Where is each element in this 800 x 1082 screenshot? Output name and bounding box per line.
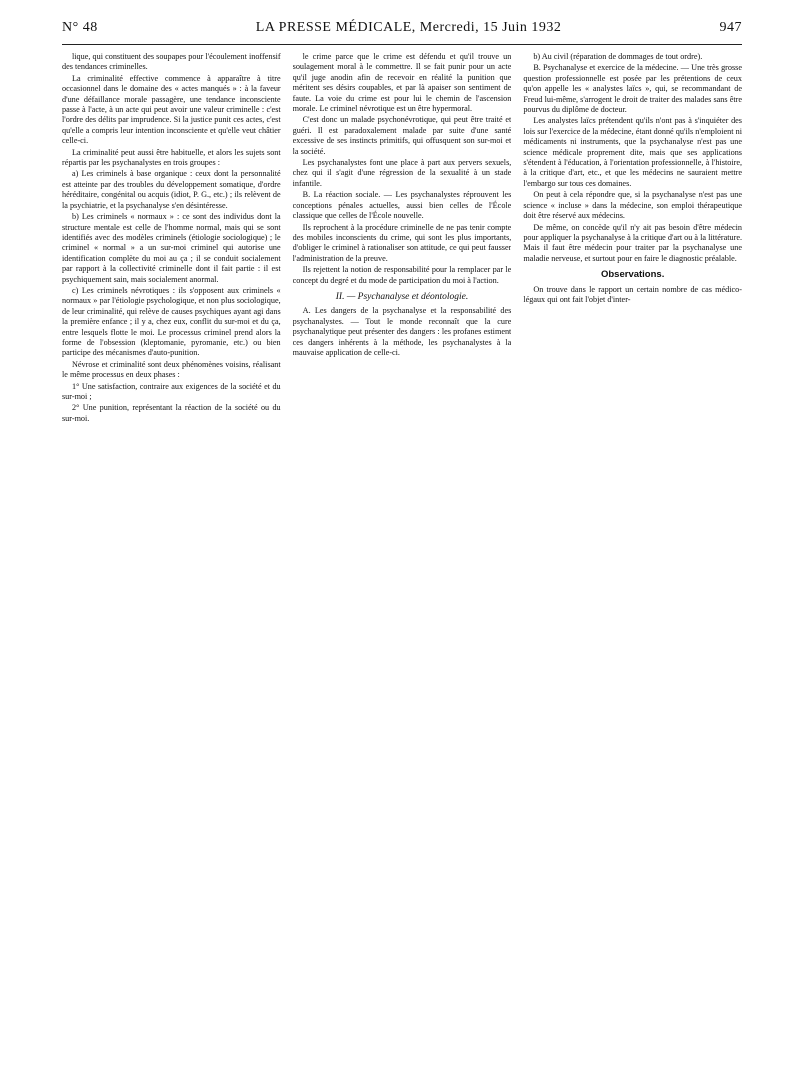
paragraph: Les analystes laïcs prétendent qu'ils n'ont pas à s'inquiéter des lois sur l'exercice de la médecine, étant donné qu'ils n'emploient ni médicaments ni instruments, que la psychanalyse n'est pas une science médicale proprement dite, mais que ses applications s'étendent à l'éducation, à l'orientation professionnelle, à l'histoire, à la critique d'art, etc., et que les médecins ne sauraient mettre l'embargo sur tous ces domaines. (523, 116, 742, 188)
paragraph: 1° Une satisfaction, contraire aux exigences de la société et du sur-moi ; (62, 381, 281, 401)
section-heading: Observations. (600, 269, 665, 281)
publication-title: LA PRESSE MÉDICALE, Mercredi, 15 Juin 1932 (255, 20, 562, 35)
paragraph: 2° Une punition, représentant la réaction de la société ou du sur-moi. (62, 403, 281, 423)
paragraph: c) Les criminels névrotiques : ils s'opposent aux criminels « normaux » par l'étiologie psychologique, et non plus sociologique, de leur criminalité, qui relève de causes psychiques ayant agi dans la première enfance ; il y a, chez eux, conflit du sur-moi et du ça, entre lesquels flotte le moi. Le processus criminel prend alors la forme de l'obsession (kleptomanie, pyromanie, etc.) ou bien participe des mécanismes d'auto-punition. (62, 285, 281, 358)
issue-number: N° 48 (62, 20, 98, 35)
paragraph: A. Les dangers de la psychanalyse et la responsabilité des psychanalystes. — Tout le monde reconnaît que la cure psychanalytique peut présenter des dangers : les profanes estiment ces dangers inhérents à la méthode, les psychanalystes à la mauvaise application de celle-ci. (292, 306, 512, 357)
column-middle (293, 52, 512, 1066)
text-columns (62, 52, 742, 1066)
paragraph: Ils rejettent la notion de responsabilité pour la remplacer par le concept du degré et du mode de participation du moi à l'action. (292, 265, 512, 285)
paragraph: Ils reprochent à la procédure criminelle de ne pas tenir compte des mobiles inconscients du crime, qui sont les plus importants, d'obliger le criminel à rationaliser son attitude, ce qui peut fausser l'administration de la preuve. (292, 222, 512, 263)
paragraph: B. Psychanalyse et exercice de la médecine. — Une très grosse question professionnelle est posée par les prétentions de ceux qu'on appelle les « analystes laïcs », qui, se recommandant de Freud lui-même, s'arrogent le droit de traiter des malades sans être pourvus du diplôme de docteur. (523, 63, 742, 115)
header-rule (62, 44, 742, 45)
paragraph: On peut à cela répondre que, si la psychanalyse n'est pas une science « incluse » dans la médecine, son emploi thérapeutique doit être réservé aux médecins. (523, 190, 742, 221)
paragraph: B. La réaction sociale. — Les psychanalystes réprouvent les conceptions pénales actuelles, aussi bien celles de l'École classique que celles de l'École nouvelle. (292, 190, 512, 221)
paragraph: le crime parce que le crime est défendu et qu'il trouve un soulagement moral à le commettre. Il se fait punir pour un acte qu'il juge anodin afin de recevoir en réalité la punition que méritent ses désirs coupables, et par là apaiser son sentiment de faute. La voie du crime est pour lui le chemin de l'ascension morale. Le criminel névrotique est un être hypermoral. (292, 52, 512, 114)
paragraph: b) Les criminels « normaux » : ce sont des individus dont la structure mentale est celle de l'homme normal, mais qui se sont identifiés avec des modèles criminels (étiologie sociologique) ; le criminel « normal » a un sur-moi criminel qui autorise une identification complète du moi au ça ; il se conduit socialement par rapport à la collectivité criminelle dont il fait partie : il est psychiquement sain, mais socialement anormal. (62, 212, 281, 284)
paragraph: De même, on concède qu'il n'y ait pas besoin d'être médecin pour appliquer la psychanalyse à la critique d'art ou à la littérature. Mais il faut être médecin pour traiter par la psychanalyse une maladie nerveuse, et surtout pour en faire le diagnostic préalable. (523, 222, 742, 263)
paragraph: b) Au civil (réparation de dommages de tout ordre). (533, 52, 703, 61)
paragraph: a) Les criminels à base organique : ceux dont la personnalité est atteinte par des troubles du développement somatique, d'ordre héréditaire, congénital ou acquis (idiot, P. G., etc.) ; ils relèvent de la psychiatrie, et la psychanalyse s'en désintéresse. (62, 169, 281, 210)
paragraph: lique, qui constituent des soupapes pour l'écoulement inoffensif des tendances criminelles. (62, 52, 281, 72)
column-right (523, 52, 742, 1066)
paragraph: On trouve dans le rapport un certain nombre de cas médico-légaux qui ont fait l'objet d'inter- (523, 284, 742, 304)
section-heading: II. — Psychanalyse et déontologie. (335, 291, 469, 302)
paragraph: La criminalité effective commence à apparaître à titre occasionnel dans le domaine des « actes manqués » : à la faveur d'une défaillance morale passagère, une tendance inconsciente passe à l'acte, à un acte qui peut avoir une valeur criminelle : c'est l'ordre des délits par imprudence. Si la justice punit ces actes, c'est qu'elle a compris leur intention inconsciente et qu'elle veut châtier celle-ci. (62, 73, 281, 146)
page-header (62, 20, 742, 44)
paragraph: Névrose et criminalité sont deux phénomènes voisins, réalisant le même processus en deux phases : (62, 359, 281, 380)
column-left (62, 52, 281, 1066)
page-number: 947 (719, 20, 742, 35)
paragraph: Les psychanalystes font une place à part aux pervers sexuels, chez qui il s'agit d'une régression de la sexualité à un stade infantile. (292, 158, 512, 188)
paragraph: La criminalité peut aussi être habituelle, et alors les sujets sont répartis par les psychanalystes en trois groupes : (62, 147, 281, 168)
paragraph: C'est donc un malade psychonévrotique, qui peut être traité et guéri. Il est paradoxalement malade par suite d'une santé excessive de ses instincts primitifs, qui offusquent son sur-moi et la société. (292, 115, 512, 156)
